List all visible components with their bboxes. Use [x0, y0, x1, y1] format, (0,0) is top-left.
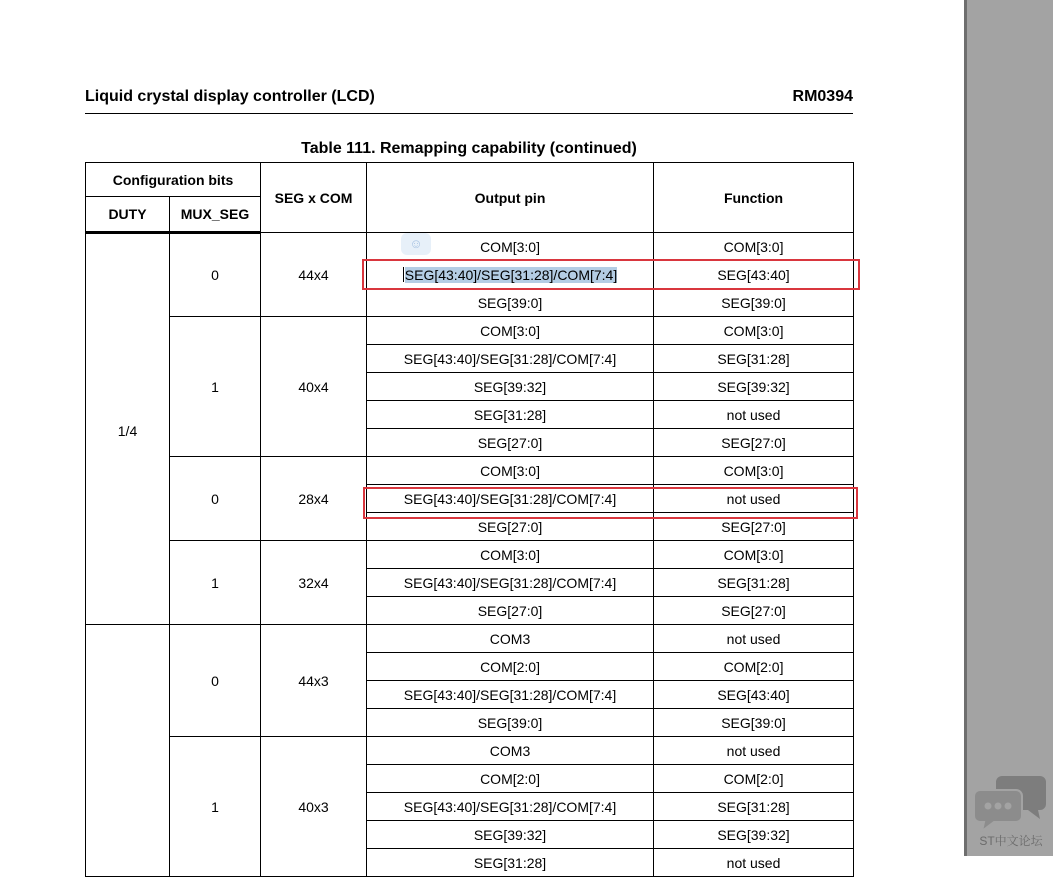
output-pin-cell [367, 681, 654, 709]
output-pin-text: COM[3:0] [480, 322, 540, 339]
output-pin-cell [367, 765, 654, 793]
seg-x-com-cell: 28x4 [261, 457, 367, 541]
document-id: RM0394 [792, 88, 853, 105]
function-cell: COM[3:0] [654, 233, 854, 261]
function-cell: SEG[27:0] [654, 597, 854, 625]
output-pin-text: SEG[31:28] [473, 854, 547, 871]
duty-cell: 1/4 [86, 233, 170, 625]
output-pin-cell [367, 569, 654, 597]
document-section-title: Liquid crystal display controller (LCD) [85, 88, 375, 105]
output-pin-text: SEG[43:40]/SEG[31:28]/COM[7:4] [403, 798, 617, 815]
function-cell: SEG[39:32] [654, 821, 854, 849]
forum-label: ST中文论坛 [979, 834, 1043, 848]
output-pin-text: SEG[43:40]/SEG[31:28]/COM[7:4] [403, 490, 617, 507]
function-cell: SEG[31:28] [654, 345, 854, 373]
output-pin-cell [367, 317, 654, 345]
output-pin-cell [367, 709, 654, 737]
output-pin-text: SEG[39:0] [477, 714, 543, 731]
output-pin-cell [367, 345, 654, 373]
function-cell: not used [654, 485, 854, 513]
function-cell: SEG[39:0] [654, 709, 854, 737]
output-pin-text: SEG[43:40]/SEG[31:28]/COM[7:4] [403, 350, 617, 367]
output-pin-cell [367, 737, 654, 765]
output-pin-text: COM3 [489, 742, 531, 759]
mux-seg-cell: 1 [170, 541, 261, 625]
viewer-sidebar [964, 0, 1053, 856]
text-cursor [403, 267, 404, 282]
header-function: Function [654, 163, 854, 233]
watermark-icon: ☺ [401, 233, 431, 255]
remapping-table [85, 162, 854, 877]
header-seg-x-com: SEG x COM [261, 163, 367, 233]
table-row [86, 233, 854, 261]
table-row [86, 625, 854, 653]
table-row [86, 317, 854, 345]
function-cell: not used [654, 625, 854, 653]
mux-seg-cell: 0 [170, 233, 261, 317]
header-output-pin: Output pin [367, 163, 654, 233]
function-cell: SEG[27:0] [654, 429, 854, 457]
header-mux-seg: MUX_SEG [170, 197, 261, 233]
output-pin-cell [367, 821, 654, 849]
output-pin-cell [367, 849, 654, 877]
function-cell: SEG[31:28] [654, 793, 854, 821]
output-pin-text: COM[2:0] [480, 770, 540, 787]
table-row [86, 541, 854, 569]
mux-seg-cell: 0 [170, 625, 261, 737]
duty-cell [86, 625, 170, 877]
function-cell: SEG[27:0] [654, 513, 854, 541]
mux-seg-cell: 0 [170, 457, 261, 541]
function-cell: COM[2:0] [654, 653, 854, 681]
output-pin-cell [367, 625, 654, 653]
output-pin-text: SEG[43:40]/SEG[31:28]/COM[7:4] [403, 686, 617, 703]
output-pin-cell [367, 485, 654, 513]
output-pin-text: SEG[27:0] [477, 602, 543, 619]
function-cell: SEG[39:0] [654, 289, 854, 317]
seg-x-com-cell: 32x4 [261, 541, 367, 625]
output-pin-cell [367, 429, 654, 457]
seg-x-com-cell: 44x3 [261, 625, 367, 737]
header-rule [85, 113, 853, 114]
seg-x-com-cell: 40x4 [261, 317, 367, 457]
mux-seg-cell: 1 [170, 317, 261, 457]
table-body [86, 233, 854, 877]
output-pin-cell [367, 289, 654, 317]
output-pin-text: COM[3:0] [480, 462, 540, 479]
table-row [86, 457, 854, 485]
output-pin-cell [367, 653, 654, 681]
function-cell: COM[3:0] [654, 317, 854, 345]
function-cell: COM[2:0] [654, 765, 854, 793]
function-cell: SEG[39:32] [654, 373, 854, 401]
chat-bubbles-icon [972, 770, 1050, 832]
function-cell: COM[3:0] [654, 541, 854, 569]
output-pin-text: SEG[43:40]/SEG[31:28]/COM[7:4] [403, 574, 617, 591]
forum-widget[interactable] [972, 770, 1050, 854]
output-pin-text: SEG[27:0] [477, 518, 543, 535]
output-pin-cell [367, 597, 654, 625]
output-pin-text: COM[2:0] [480, 658, 540, 675]
header-configuration-bits: Configuration bits [86, 163, 261, 197]
output-pin-cell [367, 401, 654, 429]
output-pin-text: COM3 [489, 630, 531, 647]
output-pin-text: SEG[39:0] [477, 294, 543, 311]
output-pin-cell [367, 457, 654, 485]
output-pin-text: COM[3:0] [480, 546, 540, 563]
output-pin-text: COM[3:0] [480, 238, 540, 255]
output-pin-text: SEG[39:32] [473, 378, 547, 395]
output-pin-text: SEG[27:0] [477, 434, 543, 451]
output-pin-cell [367, 513, 654, 541]
function-cell: COM[3:0] [654, 457, 854, 485]
output-pin-cell [367, 261, 654, 289]
table-caption: Table 111. Remapping capability (continued) [301, 140, 637, 157]
output-pin-cell [367, 541, 654, 569]
table-row [86, 737, 854, 765]
function-cell: SEG[43:40] [654, 261, 854, 289]
function-cell: SEG[31:28] [654, 569, 854, 597]
mux-seg-cell: 1 [170, 737, 261, 877]
header-duty: DUTY [86, 197, 170, 233]
output-pin-text: SEG[39:32] [473, 826, 547, 843]
function-cell: not used [654, 737, 854, 765]
output-pin-text: SEG[31:28] [473, 406, 547, 423]
selected-text: SEG[43:40]/SEG[31:28]/COM[7:4] [404, 266, 618, 283]
seg-x-com-cell: 40x3 [261, 737, 367, 877]
output-pin-cell [367, 793, 654, 821]
function-cell: SEG[43:40] [654, 681, 854, 709]
function-cell: not used [654, 849, 854, 877]
output-pin-cell [367, 373, 654, 401]
seg-x-com-cell: 44x4 [261, 233, 367, 317]
function-cell: not used [654, 401, 854, 429]
